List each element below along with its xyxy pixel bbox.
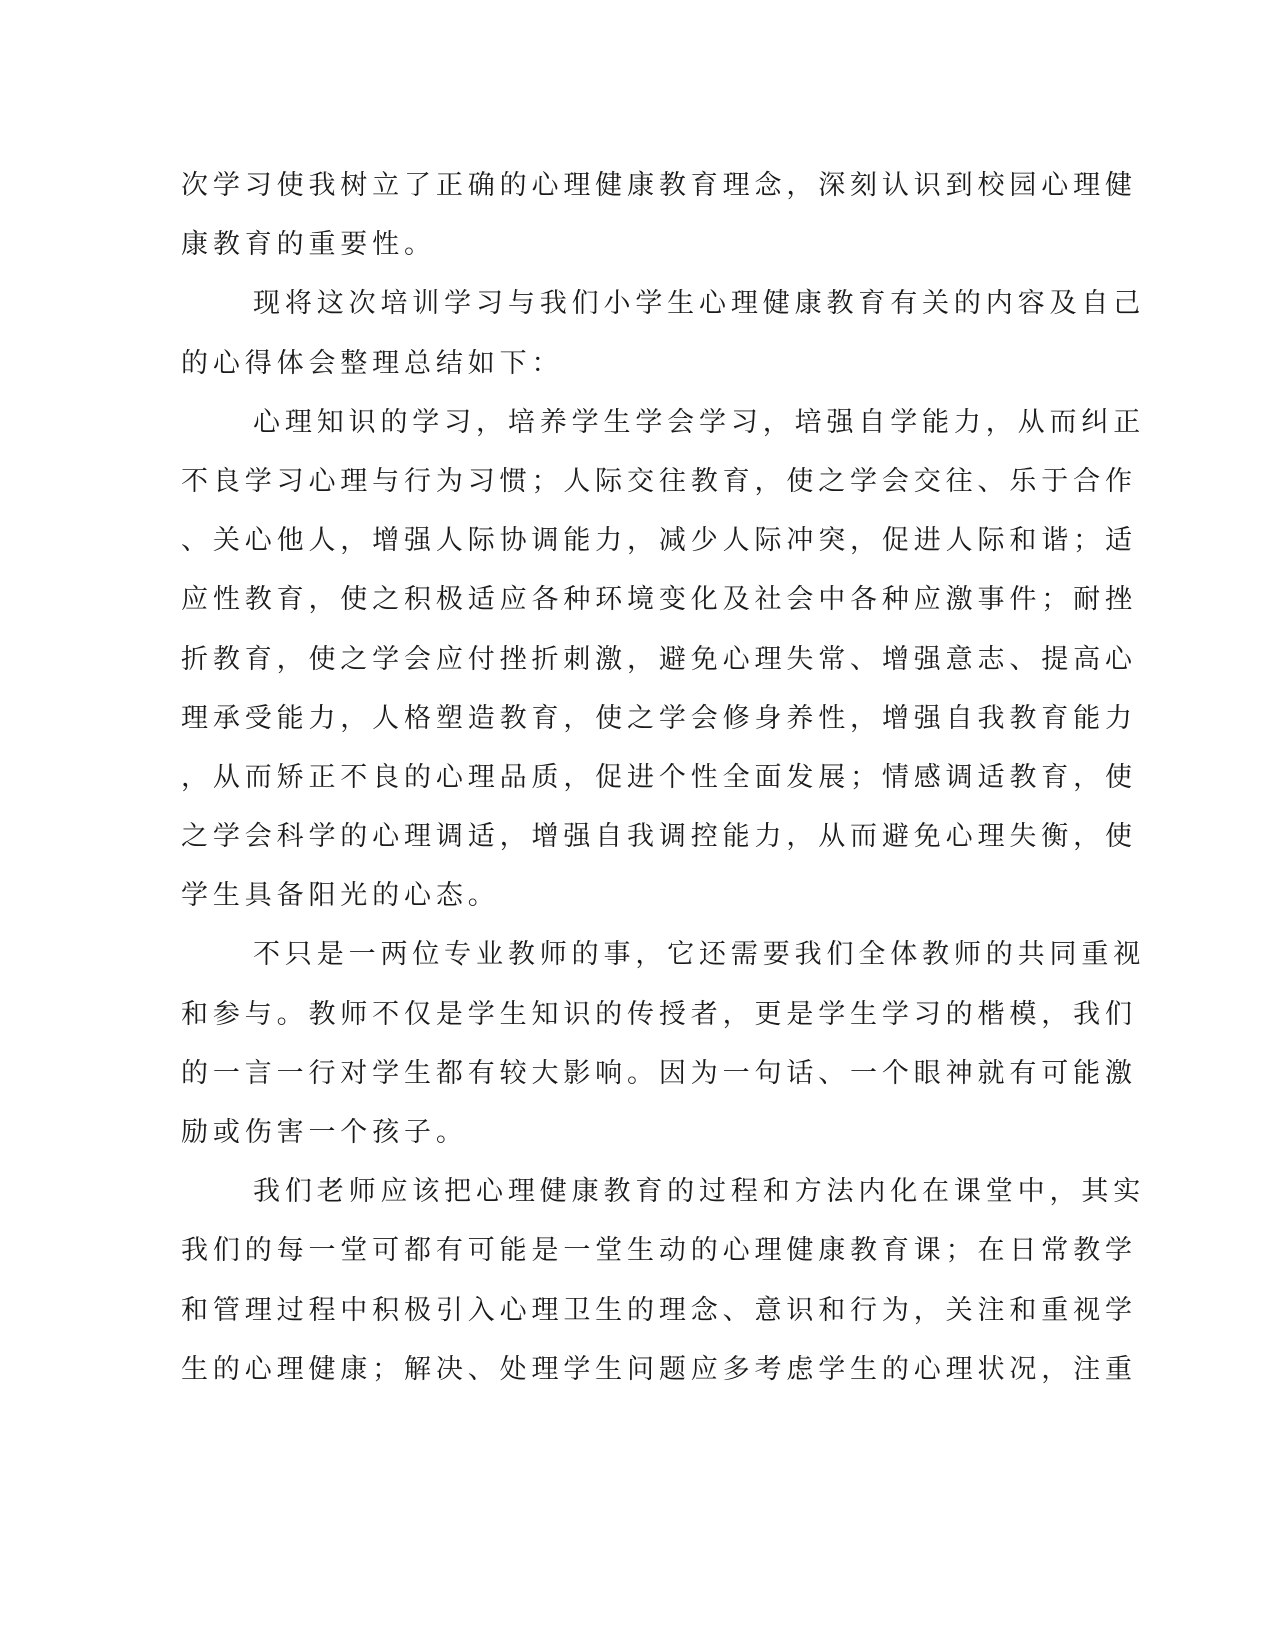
text-line: 励或伤害一个孩子。 — [181, 1117, 468, 1148]
text-line: 次学习使我树立了正确的心理健康教育理念，深刻认识到校园心理健 — [181, 170, 1137, 201]
text-line: 和参与。教师不仅是学生知识的传授者，更是学生学习的楷模，我们 — [181, 998, 1137, 1030]
text-line: 理承受能力，人格塑造教育，使之学会修身养性，增强自我教育能力 — [181, 702, 1137, 734]
text-line: 的心得体会整理总结如下： — [181, 347, 564, 379]
text-line: 和管理过程中积极引入心理卫生的理念、意识和行为，关注和重视学 — [181, 1294, 1137, 1326]
text-line: 学生具备阳光的心态。 — [181, 880, 500, 912]
document-body — [181, 156, 1146, 1399]
text-line: 生的心理健康；解决、处理学生问题应多考虑学生的心理状况，注重 — [181, 1353, 1137, 1385]
text-line: 、关心他人，增强人际协调能力，减少人际冲突，促进人际和谐；适 — [181, 525, 1137, 557]
text-line: 康教育的重要性。 — [181, 229, 436, 261]
text-line: 我们的每一堂可都有可能是一堂生动的心理健康教育课；在日常教学 — [181, 1235, 1137, 1267]
paragraph-first-line: 不只是一两位专业教师的事，它还需要我们全体教师的共同重视 — [253, 939, 1146, 971]
text-line: ，从而矫正不良的心理品质，促进个性全面发展；情感调适教育，使 — [181, 761, 1137, 793]
text-line: 之学会科学的心理调适，增强自我调控能力，从而避免心理失衡，使 — [181, 821, 1137, 853]
text-line: 应性教育，使之积极适应各种环境变化及社会中各种应激事件；耐挫 — [181, 584, 1137, 616]
text-line: 的一言一行对学生都有较大影响。因为一句话、一个眼神就有可能激 — [181, 1057, 1137, 1089]
paragraph-first-line: 心理知识的学习，培养学生学会学习，培强自学能力，从而纠正 — [253, 406, 1146, 438]
paragraph-first-line: 我们老师应该把心理健康教育的过程和方法内化在课堂中，其实 — [253, 1176, 1146, 1208]
paragraph-first-line: 现将这次培训学习与我们小学生心理健康教育有关的内容及自己 — [253, 288, 1146, 320]
text-line: 折教育，使之学会应付挫折刺激，避免心理失常、增强意志、提高心 — [181, 643, 1137, 675]
text-line: 不良学习心理与行为习惯；人际交往教育，使之学会交往、乐于合作 — [181, 465, 1137, 497]
